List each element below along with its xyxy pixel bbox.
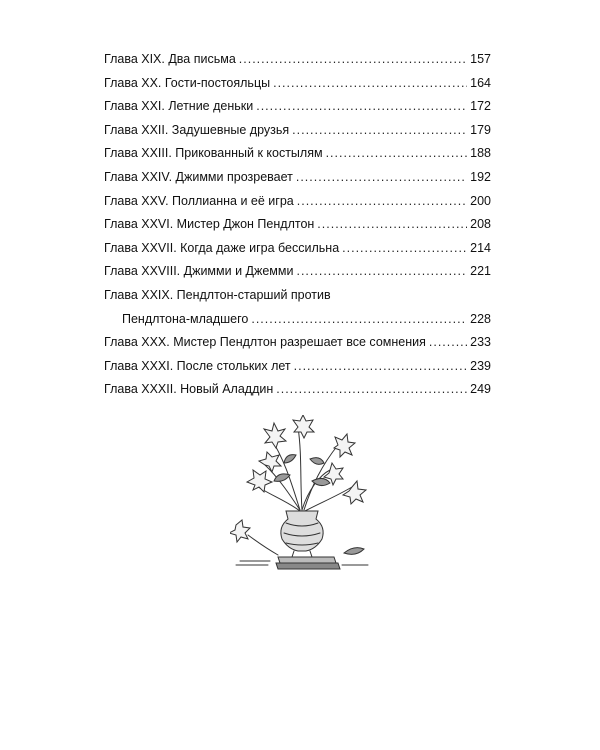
toc-entry-page: 192 [470,169,491,184]
toc-entry [104,355,491,379]
toc-leader-dots [296,260,467,284]
toc-entry [104,331,491,355]
toc-entry-title: Глава XXXI. После стольких лет [104,358,291,373]
toc-entry [104,237,491,261]
toc-leader-dots [239,48,467,72]
toc-entry [104,119,491,143]
toc-leader-dots [296,166,467,190]
toc-leader-dots [326,142,468,166]
toc-entry-page: 179 [470,122,491,137]
toc-entry-page: 200 [470,193,491,208]
toc-entry-title: Глава XX. Гости-постояльцы [104,75,271,90]
toc-entry [104,190,491,214]
toc-entry-page: 164 [470,75,491,90]
toc-entry [104,213,491,237]
toc-entry-page: 221 [470,264,491,279]
toc-entry-title: Глава XXVII. Когда даже игра бессильна [104,240,340,255]
toc-entry [104,48,491,72]
toc-entry-title: Глава XXIV. Джимми прозревает [104,169,293,184]
toc-entry-title-continuation: Пендлтона-младшего [122,311,249,326]
toc-entry-title: Глава XXVI. Мистер Джон Пендлтон [104,217,315,232]
toc-leader-dots [297,190,467,214]
toc-leader-dots [292,119,467,143]
toc-entry-title: Глава XXII. Задушевные друзья [104,122,290,137]
toc-leader-dots [294,355,468,379]
toc-entry [104,260,491,284]
toc-entry [104,166,491,190]
toc-entry-title: Глава XXXII. Новый Аладдин [104,382,274,397]
toc-leader-dots [256,95,467,119]
toc-entry-title: Глава XXX. Мистер Пендлтон разрешает все сомнения [104,335,426,350]
toc-entry-page: 214 [470,240,491,255]
toc-entry-title: Глава XXI. Летние деньки [104,99,254,114]
toc-entry-page: 233 [470,335,491,350]
toc-entry-title: Глава XIX. Два письма [104,52,236,66]
toc-entry-title: Глава XXV. Поллианна и её игра [104,193,294,208]
toc-leader-dots [317,213,467,237]
toc-leader-dots [273,72,467,96]
toc-entry-title: Глава XXIII. Прикованный к костылям [104,146,323,161]
toc-entry-page: 188 [470,146,491,161]
toc-entry-page: 172 [470,99,491,114]
toc-entry-page: 208 [470,217,491,232]
toc-leader-dots [251,308,467,332]
toc-entry-page: 157 [470,52,491,66]
flower-vase-on-books-icon [230,415,375,570]
toc-entry-page: 228 [470,311,491,326]
toc-entry [104,95,491,119]
toc-entry [104,72,491,96]
toc-entry [104,142,491,166]
toc-leader-dots [276,378,467,402]
toc-leader-dots [429,331,467,355]
toc-entry [104,378,491,402]
toc-entry-page: 249 [470,382,491,397]
table-of-contents [104,48,491,402]
toc-leader-dots [342,237,467,261]
toc-entry-page: 239 [470,358,491,373]
toc-entry-title: Глава XXVIII. Джимми и Джемми [104,264,294,279]
toc-entry-title: Глава XXIX. Пендлтон-старший против [104,287,331,302]
toc-entry [104,308,491,332]
